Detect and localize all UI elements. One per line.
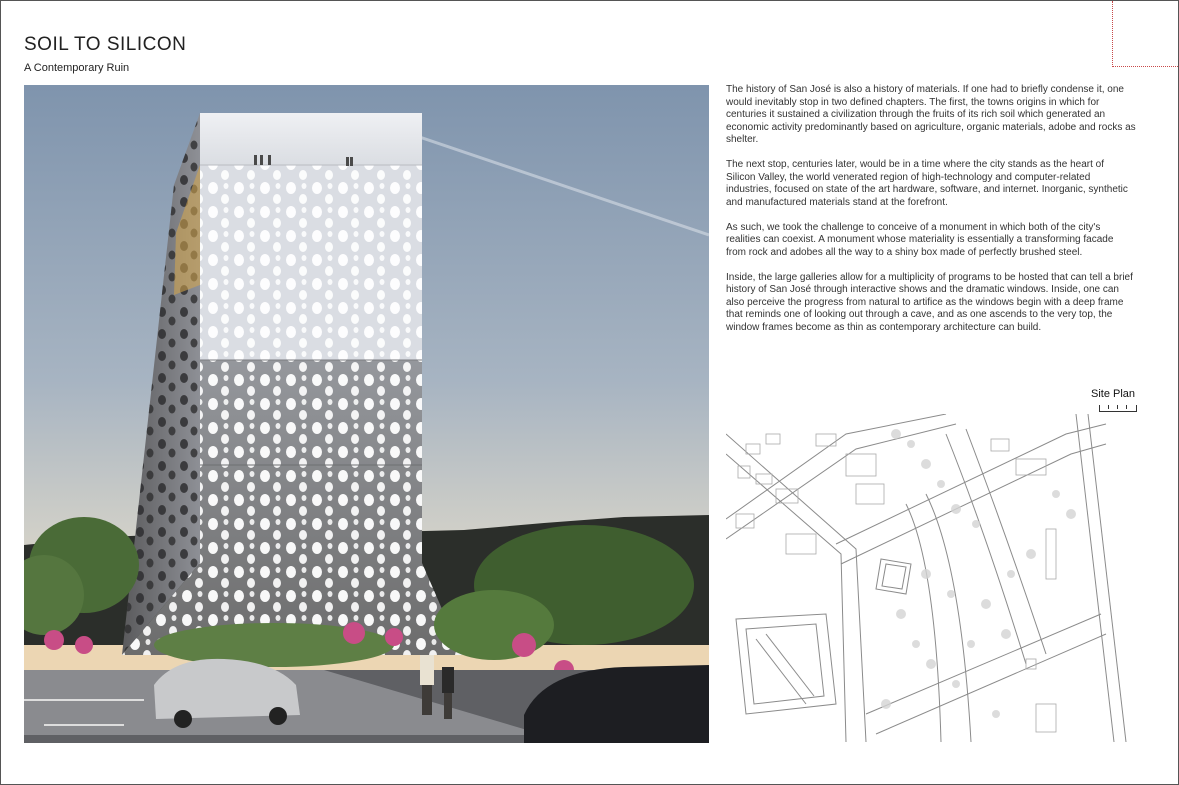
site-plan-drawing <box>726 414 1134 742</box>
project-description <box>726 84 1136 347</box>
paragraph: The history of San José is also a history of materials. If one had to briefly condense it, one would inevitably stop in two defined chapters. The first, the towns origins in which for centuries it sustained a civilization through the fruits of its rich soil which generated an economic activity predominantly based on agriculture, organic materials, adobe and rocks as shelter. <box>726 84 1136 145</box>
page-title: SOIL TO SILICON <box>24 34 187 55</box>
paragraph: The next stop, centuries later, would be in a time where the city stands as the heart of Silicon Valley, the world venerated region of high-technology and computer-related industries, focused on state of the art hardware, software, and internet. Inorganic, synthetic and manufactured materials stand at the forefront. <box>726 159 1128 208</box>
paragraph: As such, we took the challenge to conceive of a monument in which both of the city's realities can coexist. A monument whose materiality is essentially a transforming facade from rock and adobes all the way to a shiny box made of perfectly brushed steel. <box>726 221 1114 258</box>
scale-bar <box>1099 405 1137 412</box>
tower-rendering <box>24 85 709 743</box>
page-subtitle: A Contemporary Ruin <box>24 62 130 74</box>
paragraph: Inside, the large galleries allow for a multiplicity of programs to be hosted that can tell a brief history of San José through interactive shows and the dramatic windows. Inside, one can also perceive the progress from natural to artifice as the windows begin with a deep frame that reminds one of looking out through a cave, and as one ascends to the very top, the window frames become as thin as contemporary architecture can build. <box>726 271 1133 333</box>
crop-mark <box>1112 1 1178 67</box>
site-plan-label: Site Plan <box>1091 388 1136 400</box>
